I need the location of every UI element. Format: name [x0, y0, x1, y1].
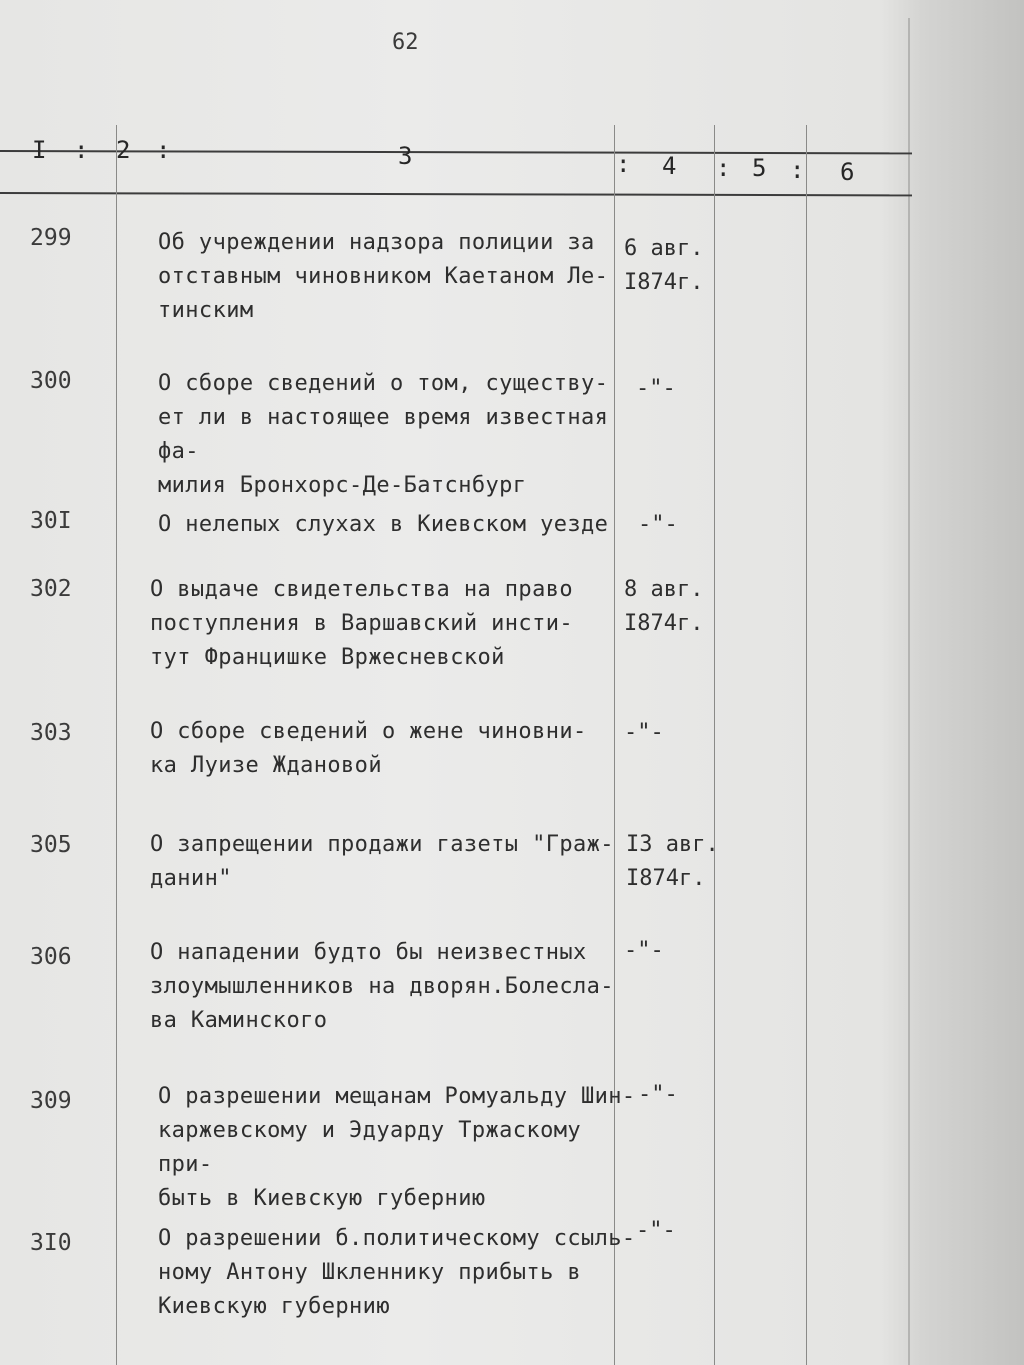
entry-date: -"-: [636, 1218, 676, 1243]
header-separator: :: [790, 156, 805, 184]
entry-text: О сборе сведений о жене чиновни- ка Луизе Ждановой: [150, 719, 587, 778]
header-col-6: 6: [840, 158, 855, 186]
entry-number: 30I: [30, 508, 72, 534]
column-divider-4: [806, 125, 807, 1365]
entry-number: 299: [30, 225, 72, 251]
header-col-2: 2: [116, 136, 131, 164]
entry-number: 306: [30, 944, 72, 970]
entry-text: О разрешении мещанам Ромуальду Шин- каржевскому и Эдуарду Тржаскому при- быть в Киевскую губернию: [158, 1084, 636, 1211]
entry-number: 305: [30, 832, 72, 858]
entry-date: -"-: [638, 1082, 678, 1107]
page-edge: [908, 18, 910, 1365]
entry-text: О нападении будто бы неизвестных злоумышленников на дворян.Болесла- ва Каминского: [150, 940, 614, 1033]
entry-date: -"-: [624, 938, 664, 963]
entry-date: -"-: [638, 512, 678, 537]
entry-text: О выдаче свидетельства на право поступления в Варшавский инсти- тут Францишке Вржесневской: [150, 577, 573, 670]
header-col-5: 5: [752, 154, 767, 182]
entry-date: -"-: [636, 376, 676, 401]
entry-text: Об учреждении надзора полиции за отставным чиновником Каетаном Ле- тинским: [158, 230, 609, 323]
table-top-rule: [0, 150, 912, 154]
header-separator: :: [616, 150, 631, 178]
header-separator: :: [74, 136, 89, 164]
entry-date: I3 авг. I874г.: [626, 832, 719, 891]
entry-number: 3I0: [30, 1230, 72, 1256]
entry-date: -"-: [624, 720, 664, 745]
table-header-rule: [0, 192, 912, 196]
column-divider-1: [116, 125, 117, 1365]
entry-date: 6 авг. I874г.: [624, 236, 704, 295]
page-number: 62: [392, 30, 419, 55]
entry-text: О разрешении б.политическому ссыль- ному Антону Шкленнику прибыть в Киевскую губернию: [158, 1226, 636, 1319]
header-col-1: I: [32, 136, 47, 164]
entry-date: 8 авг. I874г.: [624, 577, 704, 636]
header-separator: :: [716, 154, 731, 182]
entry-text: О запрещении продажи газеты "Граж- данин": [150, 832, 614, 891]
header-col-3: 3: [398, 142, 413, 170]
header-col-4: 4: [662, 152, 677, 180]
entry-text: О нелепых слухах в Киевском уезде: [158, 512, 609, 537]
entry-number: 303: [30, 720, 72, 746]
entry-text: О сборе сведений о том, существу- ет ли в настоящее время известная фа- милия Бронхорс-Де-Батснбург: [158, 371, 609, 498]
entry-number: 309: [30, 1088, 72, 1114]
entry-number: 302: [30, 576, 72, 602]
entry-number: 300: [30, 368, 72, 394]
header-separator: :: [156, 136, 171, 164]
